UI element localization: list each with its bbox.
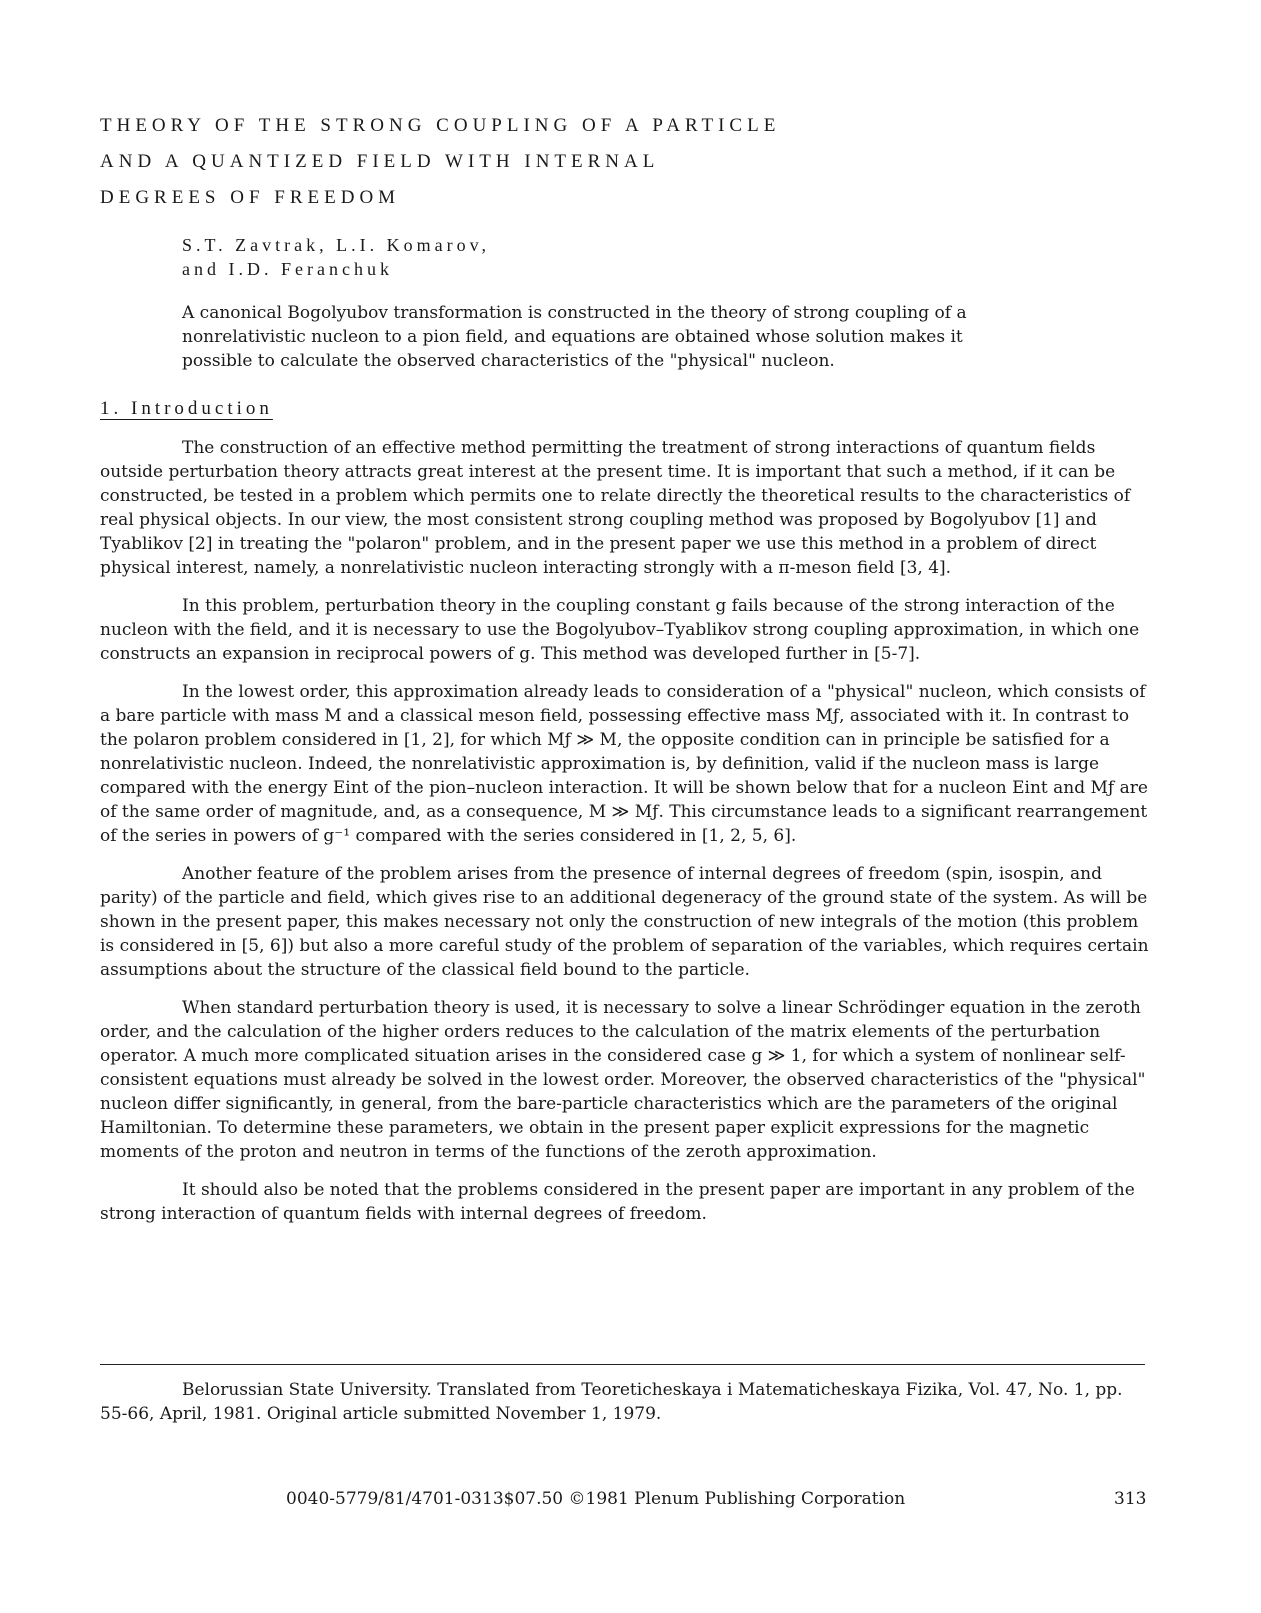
paragraph-5: When standard perturbation theory is used, it is necessary to solve a linear Schrödinger equation in the zeroth order, and the calculation of the higher orders reduces to the calculation of the matrix elements of the perturbation operator. A much more complicated situation arises in the considered case g ≫ 1, for which a system of nonlinear self-consistent equations must already be solved in the lowest order. Moreover, the observed characteristics of the "physical" nucleon differ significantly, in general, from the bare-particle characteristics which are the parameters of the original Hamiltonian. To determine these parameters, we obtain in the present paper explicit expressions for the magnetic moments of the proton and neutron in terms of the functions of the zeroth approximation. bbox=[100, 998, 1146, 1162]
paragraph-1: The construction of an effective method permitting the treatment of strong interactions of quantum fields outside perturbation theory attracts great interest at the present time. It is important that such a method, if it can be constructed, be tested in a problem which permits one to relate directly the theoretical results to the characteristics of real physical objects. In our view, the most consistent strong coupling method was proposed by Bogolyubov [1] and Tyablikov [2] in treating the "polaron" problem, and in the present paper we use this method in a problem of direct physical interest, namely, a nonrelativistic nucleon interacting strongly with a π-meson field [3, 4]. bbox=[100, 438, 1131, 578]
paragraph-4: Another feature of the problem arises from the presence of internal degrees of freedom (spin, isospin, and parity) of the particle and field, which gives rise to an additional degeneracy of the ground state of the system. As will be shown in the present paper, this makes necessary not only the construction of new integrals of the motion (this problem is considered in [5, 6]) but also a more careful study of the problem of separation of the variables, which requires certain assumptions about the structure of the classical field bound to the particle. bbox=[100, 864, 1149, 980]
title-line-1: THEORY OF THE STRONG COUPLING OF A PARTICLE bbox=[100, 115, 781, 136]
section-heading-introduction: 1. Introduction bbox=[100, 398, 273, 419]
abstract: A canonical Bogolyubov transformation is constructed in the theory of strong coupling of a nonrelativistic nucleon to a pion field, and equations are obtained whose solution makes it possible to calculate the observed characteristics of the "physical" nucleon. bbox=[182, 303, 967, 371]
title-line-3: DEGREES OF FREEDOM bbox=[100, 187, 401, 208]
title-line-2: AND A QUANTIZED FIELD WITH INTERNAL bbox=[100, 151, 660, 172]
footnote: Belorussian State University. Translated from Teoreticheskaya i Matematicheskaya Fizika, Vol. 47, No. 1, pp. 55-66, April, 1981. Original article submitted November 1, 1979. bbox=[100, 1380, 1123, 1424]
paragraph-3: In the lowest order, this approximation already leads to consideration of a "physical" nucleon, which consists of a bare particle with mass M and a classical meson field, possessing effective mass Mƒ, associated with it. In contrast to the polaron problem considered in [1, 2], for which Mƒ ≫ M, the opposite condition can in principle be satisfied for a nonrelativistic nucleon. Indeed, the nonrelativistic approximation is, by definition, valid if the nucleon mass is large compared with the energy Eint of the pion–nucleon interaction. It will be shown below that for a nucleon Eint and Mƒ are of the same order of magnitude, and, as a consequence, M ≫ Mƒ. This circumstance leads to a significant rearrangement of the series in powers of g⁻¹ compared with the series considered in [1, 2, 5, 6]. bbox=[100, 682, 1148, 846]
authors-line-2: and I.D. Feranchuk bbox=[182, 259, 393, 279]
publication-code: 0040-5779/81/4701-0313$07.50 ©1981 Plenum Publishing Corporation bbox=[286, 1489, 906, 1509]
authors-line-1: S.T. Zavtrak, L.I. Komarov, bbox=[182, 235, 490, 255]
paragraph-2: In this problem, perturbation theory in the coupling constant g fails because of the strong interaction of the nucleon with the field, and it is necessary to use the Bogolyubov–Tyablikov strong coupling approximation, in which one constructs an expansion in reciprocal powers of g. This method was developed further in [5-7]. bbox=[100, 596, 1140, 664]
author-list bbox=[182, 233, 490, 281]
footnote-divider bbox=[100, 1364, 1145, 1365]
paragraph-6: It should also be noted that the problems considered in the present paper are important in any problem of the strong interaction of quantum fields with internal degrees of freedom. bbox=[100, 1180, 1135, 1224]
introduction-body bbox=[100, 436, 1150, 1226]
paper-title bbox=[100, 108, 1100, 216]
page-number: 313 bbox=[1114, 1489, 1147, 1509]
